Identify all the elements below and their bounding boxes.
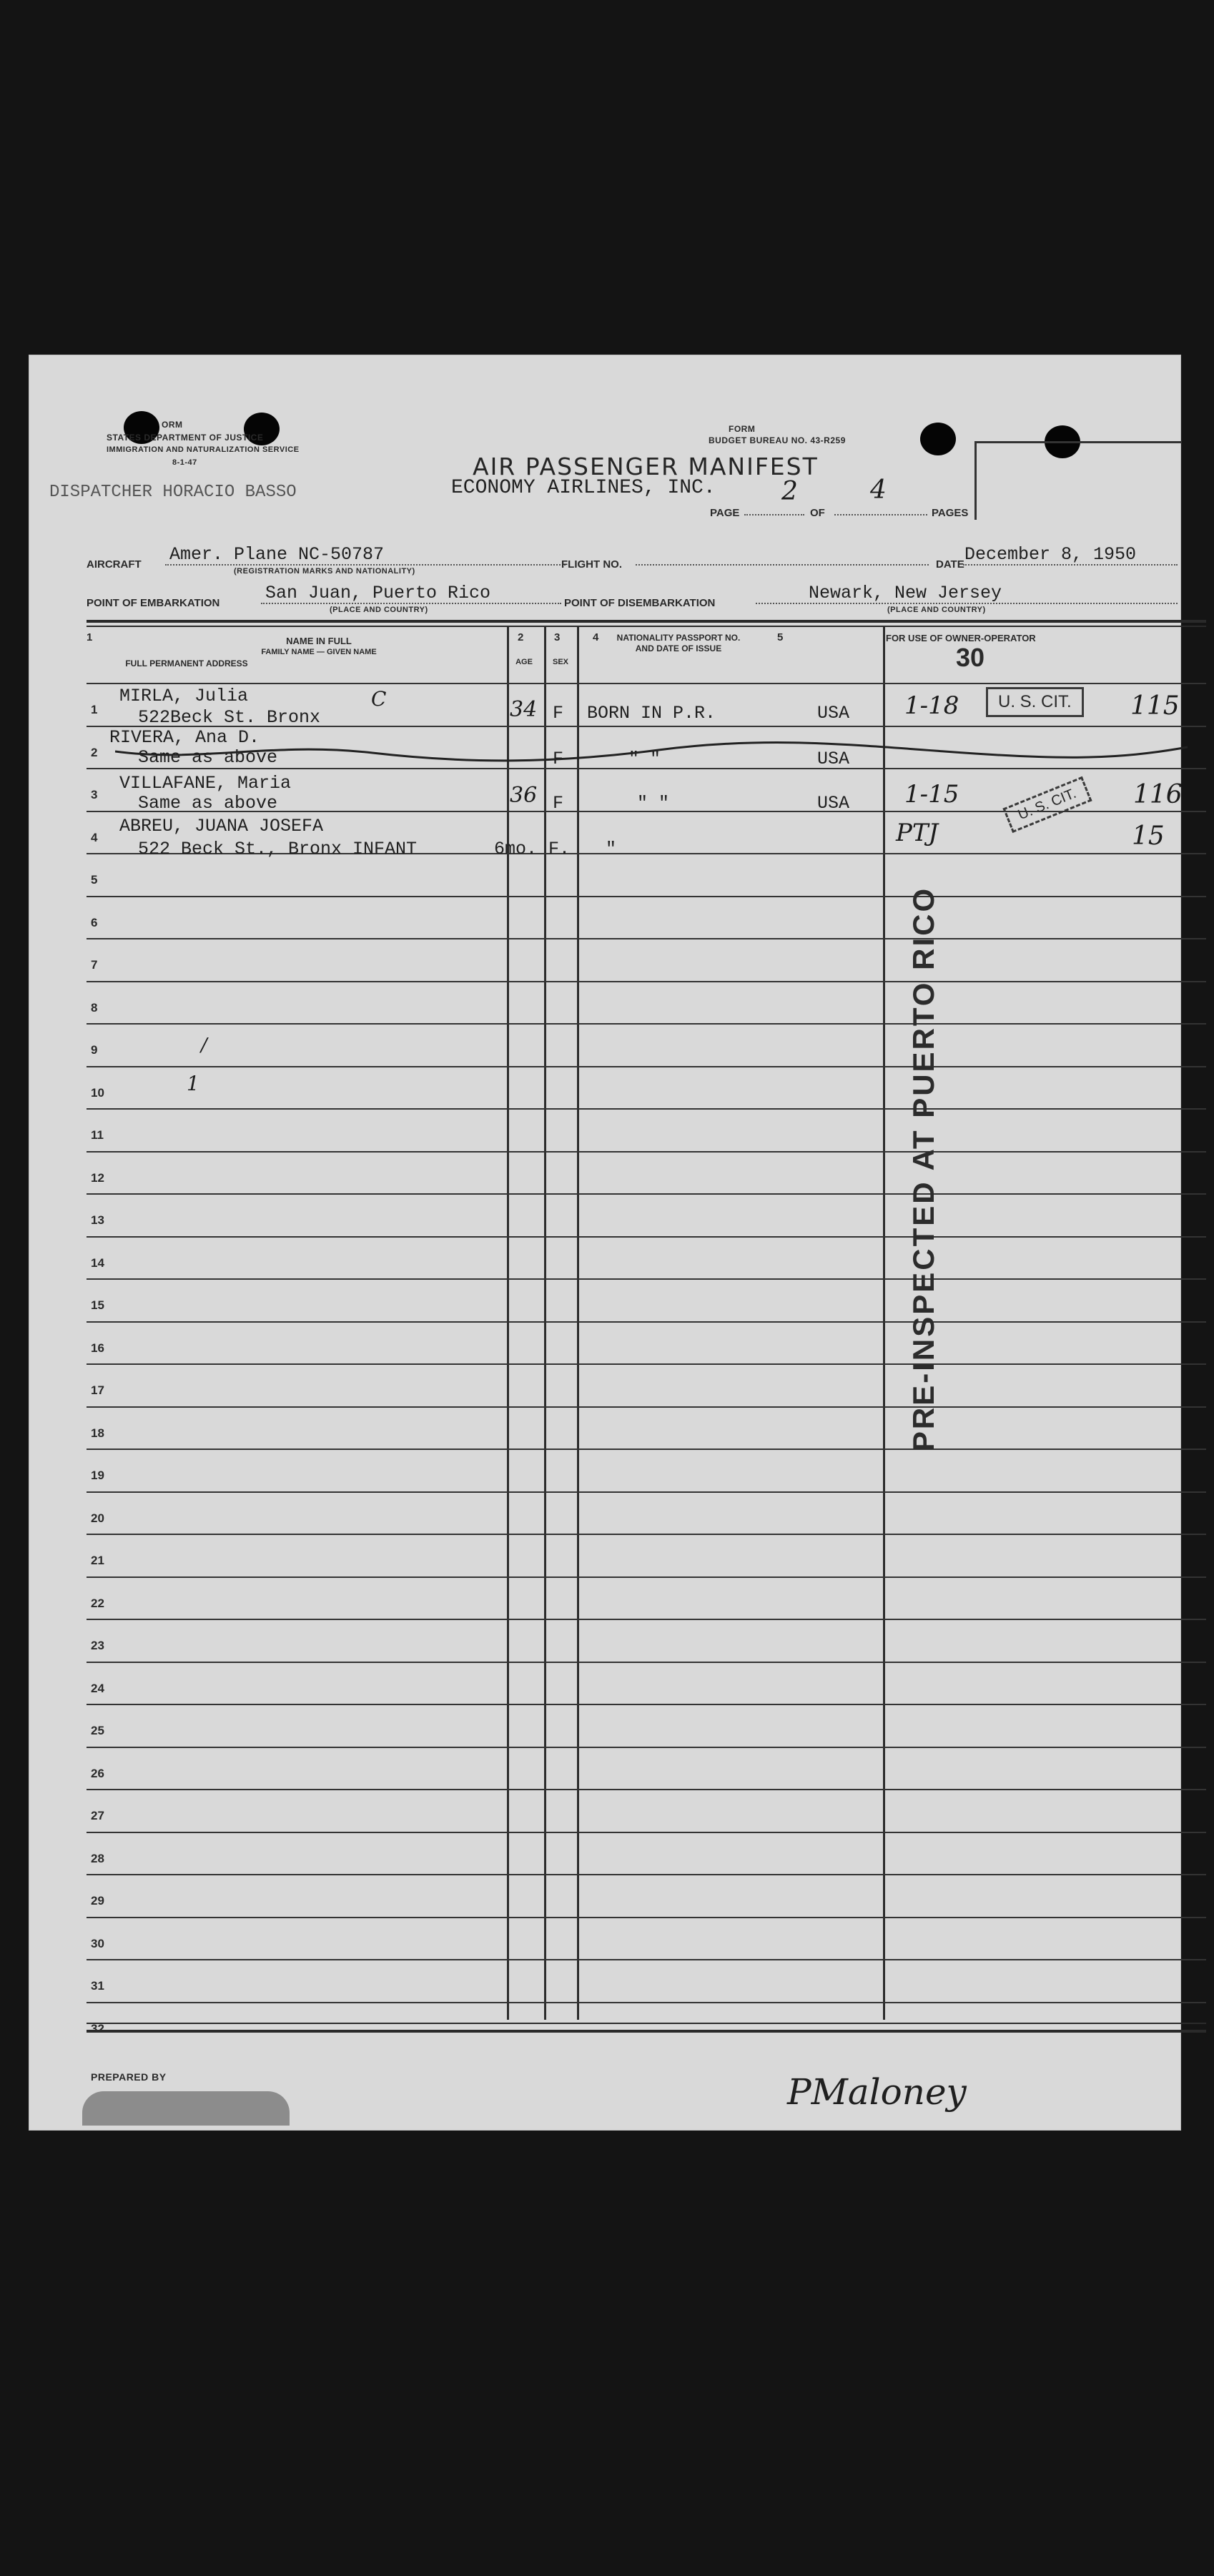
page-underline	[744, 514, 804, 515]
stray-mark-row9: /	[201, 1035, 207, 1056]
passenger-3-age: 36	[510, 783, 538, 808]
passenger-3-country: USA	[817, 793, 850, 814]
row-rule	[87, 2002, 1206, 2003]
service-name: IMMIGRATION AND NATURALIZATION SERVICE	[107, 445, 300, 454]
page-label: PAGE	[710, 507, 740, 519]
row-rule	[87, 1959, 1206, 1960]
passenger-1-name: MIRLA, Julia	[119, 686, 249, 706]
passenger-2-country: USA	[817, 749, 850, 769]
passenger-2-nationality: " "	[628, 749, 661, 769]
disembarkation-underline	[756, 603, 1178, 604]
passenger-3-stamp: U. S. CIT.	[1002, 776, 1092, 833]
table-bottom-rule	[87, 2023, 1206, 2024]
punch-hole	[920, 423, 956, 455]
embarkation-value: San Juan, Puerto Rico	[265, 583, 491, 603]
inspector-signature: PMaloney	[787, 2071, 967, 2113]
row-number: 22	[91, 1596, 104, 1610]
manifest-sheet	[29, 355, 1181, 2131]
passenger-1-age: 34	[510, 697, 538, 722]
row-rule	[87, 1619, 1206, 1620]
row-number: 12	[91, 1170, 104, 1185]
passenger-1-address: 522Beck St. Bronx	[138, 707, 321, 728]
date-underline	[963, 564, 1178, 566]
row-number: 28	[91, 1851, 104, 1865]
col2-number: 2	[518, 631, 524, 643]
row-rule	[87, 1874, 1206, 1875]
row-number: 24	[91, 1681, 104, 1695]
passenger-2-address: Same as above	[138, 747, 278, 768]
row-rule	[87, 1321, 1206, 1323]
passenger-4-age: 6mo.	[494, 839, 538, 859]
row-number: 5	[91, 873, 98, 887]
row-number: 17	[91, 1383, 104, 1397]
col3-number: 3	[554, 631, 561, 643]
row-number: 19	[91, 1469, 104, 1482]
row-rule	[87, 1917, 1206, 1918]
row-number: 16	[91, 1341, 104, 1355]
passenger-4-nationality: "	[606, 839, 617, 859]
of-label: OF	[810, 507, 825, 519]
strikethrough-line	[115, 734, 1188, 763]
embarkation-underline	[261, 603, 561, 604]
budget-bureau: BUDGET BUREAU NO. 43-R259	[709, 435, 846, 445]
flight-label: FLIGHT NO.	[561, 558, 622, 571]
row-rule	[87, 1193, 1206, 1195]
department-name: STATES DEPARTMENT OF JUSTICE	[107, 433, 264, 443]
row-number: 1	[91, 703, 98, 716]
row-number: 30	[91, 1936, 104, 1950]
row-rule	[87, 896, 1206, 897]
row-number: 13	[91, 1213, 104, 1227]
col5-number: 5	[777, 631, 784, 643]
col-divider-age	[507, 626, 509, 2020]
form-approved: FORM	[729, 424, 756, 434]
table-bottom-rule-2	[87, 2030, 1206, 2033]
col6-title: FOR USE OF OWNER-OPERATOR	[886, 633, 1036, 643]
row-number: 29	[91, 1894, 104, 1908]
passenger-3-name: VILLAFANE, Maria	[119, 773, 292, 794]
corner-box	[974, 441, 1182, 520]
row-number: 27	[91, 1809, 104, 1822]
manifest-title: AIR PASSENGER MANIFEST	[473, 453, 819, 480]
passenger-3-address: Same as above	[138, 793, 278, 814]
col1-sub1: FAMILY NAME — GIVEN NAME	[261, 648, 377, 656]
passenger-1-country: USA	[817, 703, 850, 724]
col6-number: 30	[956, 643, 985, 672]
passenger-2-sex: F	[553, 749, 564, 769]
page-total: 4	[870, 475, 887, 505]
row-number: 20	[91, 1511, 104, 1525]
row-rule	[87, 1662, 1206, 1663]
prepared-by-label: PREPARED BY	[91, 2071, 167, 2083]
row-number: 6	[91, 915, 98, 929]
table-top-rule-2	[87, 626, 1206, 627]
embarkation-label: POINT OF EMBARKATION	[87, 597, 220, 609]
row-number: 31	[91, 1979, 104, 1993]
page-number: 2	[781, 477, 798, 506]
passenger-1-sex: F	[553, 703, 564, 724]
disembarkation-sub: (PLACE AND COUNTRY)	[887, 606, 986, 614]
passenger-3-nationality: " "	[637, 793, 670, 814]
total-underline	[834, 514, 927, 515]
row-number: 8	[91, 1000, 98, 1015]
passenger-1-nationality: BORN IN P.R.	[587, 703, 716, 724]
row-number: 7	[91, 958, 98, 972]
row-rule	[87, 1278, 1206, 1280]
aircraft-sub: (REGISTRATION MARKS AND NATIONALITY)	[234, 567, 415, 576]
row-rule	[87, 1576, 1206, 1578]
row-rule	[87, 683, 1206, 684]
col4-title: NATIONALITY PASSPORT NO. AND DATE OF ISSUE	[616, 633, 741, 653]
aircraft-underline	[165, 564, 566, 566]
row-rule	[87, 1363, 1206, 1365]
disembarkation-value: Newark, New Jersey	[809, 583, 1002, 603]
passenger-4-sex: F.	[548, 839, 571, 859]
table-top-rule	[87, 620, 1206, 623]
col4-number: 4	[593, 631, 599, 643]
prepared-by-stamp-blot	[82, 2091, 290, 2126]
row-rule	[87, 1449, 1206, 1450]
date-value: December 8, 1950	[964, 544, 1137, 565]
row-number: 11	[91, 1128, 104, 1142]
pages-label: PAGES	[932, 507, 969, 519]
flight-underline	[636, 564, 929, 566]
passenger-3-ref: 116	[1133, 780, 1183, 809]
aircraft-label: AIRCRAFT	[87, 558, 142, 571]
col-divider-sex	[544, 626, 546, 2020]
airline-name: ECONOMY AIRLINES, INC.	[451, 477, 716, 499]
row-rule	[87, 1491, 1206, 1493]
passenger-1-mark: C	[371, 687, 387, 711]
row-number: 23	[91, 1639, 104, 1652]
passenger-4-ref: 15	[1132, 821, 1165, 851]
row-number: 2	[91, 745, 98, 759]
row-rule	[87, 1406, 1206, 1408]
row-number: 26	[91, 1766, 104, 1780]
disembarkation-label: POINT OF DISEMBARKATION	[564, 597, 716, 609]
passenger-1-stamp: U. S. CIT.	[986, 687, 1084, 717]
row-rule	[87, 1151, 1206, 1153]
row-number: 14	[91, 1255, 104, 1270]
row-rule	[87, 1747, 1206, 1748]
row-rule	[87, 1108, 1206, 1110]
passenger-4-name: ABREU, JUANA JOSEFA	[119, 816, 324, 837]
passenger-1-ref: 115	[1130, 691, 1180, 721]
passenger-4-note: PTJ	[896, 819, 939, 847]
row-rule	[87, 938, 1206, 939]
col-divider-owner	[883, 626, 885, 2020]
row-rule	[87, 1789, 1206, 1790]
col1-title: NAME IN FULL	[286, 636, 352, 646]
row-rule	[87, 1704, 1206, 1705]
stray-mark-row10: 1	[187, 1072, 199, 1095]
passenger-3-note: 1-15	[904, 780, 959, 809]
passenger-2-name: RIVERA, Ana D.	[109, 727, 260, 748]
row-number: 15	[91, 1298, 104, 1312]
date-label: DATE	[936, 558, 964, 571]
col1-number: 1	[87, 631, 93, 643]
row-rule	[87, 1023, 1206, 1025]
row-number: 4	[91, 830, 98, 844]
passenger-3-sex: F	[553, 793, 564, 814]
row-number: 9	[91, 1043, 98, 1057]
form-number: ORM	[162, 420, 183, 430]
row-number: 32	[91, 2021, 104, 2035]
dispatcher-stamp: DISPATCHER HORACIO BASSO	[49, 483, 297, 502]
row-rule	[87, 1066, 1206, 1067]
row-number: 18	[91, 1426, 104, 1440]
preinspected-stamp: PRE-INSPECTED AT PUERTO RICO	[907, 886, 941, 1452]
row-rule	[87, 1534, 1206, 1535]
col3-title: SEX	[552, 658, 568, 666]
row-number: 25	[91, 1724, 104, 1737]
row-number: 3	[91, 788, 98, 801]
row-number: 10	[91, 1085, 104, 1100]
aircraft-value: Amer. Plane NC-50787	[169, 544, 385, 565]
row-rule	[87, 981, 1206, 982]
col-divider-nationality	[577, 626, 579, 2020]
row-rule	[87, 1832, 1206, 1833]
col1-sub2: FULL PERMANENT ADDRESS	[125, 658, 248, 668]
col2-title: AGE	[515, 658, 533, 666]
embarkation-sub: (PLACE AND COUNTRY)	[330, 606, 428, 614]
passenger-4-address: 522 Beck St., Bronx INFANT	[138, 839, 418, 859]
passenger-1-note: 1-18	[904, 691, 959, 720]
row-rule	[87, 1236, 1206, 1238]
row-number: 21	[91, 1554, 104, 1567]
form-date: 8-1-47	[172, 458, 197, 467]
